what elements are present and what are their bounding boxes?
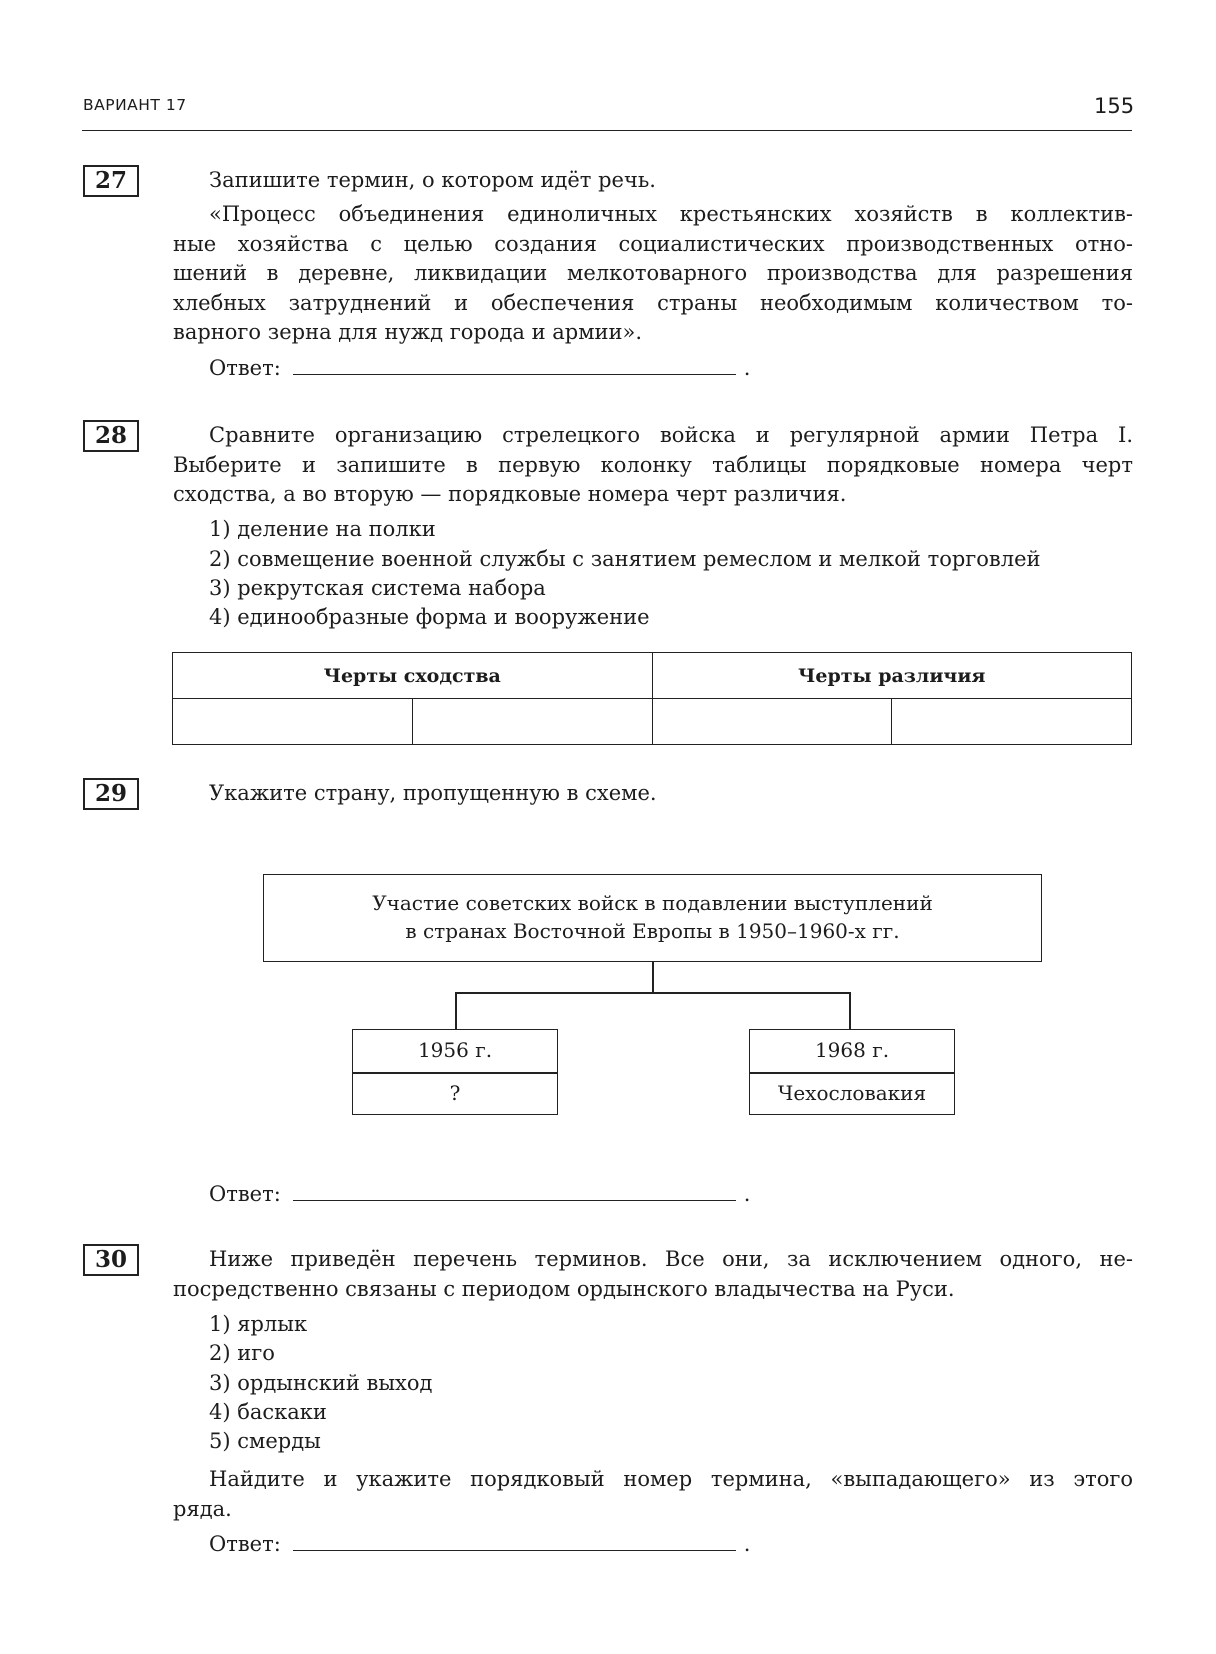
q30-prompt	[173, 1245, 1133, 1304]
q30-prompt-line: Ниже приведён перечень терминов. Все они, за исключением одного, не-	[209, 1247, 1133, 1271]
q30-task-line: Найдите и укажите порядковый номер термина, «выпадающего» из этого	[209, 1467, 1133, 1491]
q27-answer-field[interactable]	[293, 354, 736, 375]
q30-prompt-line: посредственно связаны с периодом ордынского владычества на Руси.	[173, 1276, 955, 1301]
scheme-connector-left	[455, 992, 457, 1029]
q28-prompt-line: сходства, а во вторую — порядковые номера черт различия.	[173, 482, 847, 506]
scheme-right-year: 1968 г.	[749, 1029, 955, 1074]
q27-prompt: Запишите термин, о котором идёт речь.	[209, 168, 656, 192]
difference-cell-2[interactable]	[892, 699, 1132, 745]
answer-dot: .	[743, 1532, 751, 1556]
answer-dot: .	[743, 356, 751, 380]
scheme-right-country: Чехословакия	[749, 1072, 955, 1115]
question-number-29: 29	[83, 778, 139, 810]
q28-prompt-line: Сравните организацию стрелецкого войска и регулярной армии Петра I.	[209, 423, 1133, 447]
scheme-connector-vertical	[652, 962, 654, 993]
scheme-title-line: в странах Восточной Европы в 1950–1960-х гг.	[405, 919, 900, 943]
q28-item: 2) совмещение военной службы с занятием ремеслом и мелкой торговлей	[209, 547, 1041, 571]
similarity-cell-2[interactable]	[412, 699, 652, 745]
q29-prompt: Укажите страну, пропущенную в схеме.	[209, 781, 657, 805]
scheme-left-year: 1956 г.	[352, 1029, 558, 1074]
q30-answer	[209, 1530, 750, 1559]
q28-item: 1) деление на полки	[209, 517, 436, 541]
running-head-variant: ВАРИАНТ 17	[83, 96, 187, 114]
difference-cell-1[interactable]	[652, 699, 892, 745]
q30-item: 4) баскаки	[209, 1400, 327, 1424]
answer-dot: .	[743, 1182, 751, 1206]
q30-item: 3) ордынский выход	[209, 1371, 433, 1395]
question-number-30: 30	[83, 1244, 139, 1276]
q27-quote	[173, 200, 1133, 348]
q27-quote-line: варного зерна для нужд города и армии».	[173, 320, 643, 344]
question-number-27: 27	[83, 165, 139, 197]
scheme-connector-right	[849, 992, 851, 1029]
similarity-cell-1[interactable]	[173, 699, 413, 745]
q30-task	[173, 1465, 1133, 1524]
answer-label: Ответ:	[209, 1532, 281, 1556]
scheme-title-box	[263, 874, 1042, 962]
q28-prompt	[173, 421, 1133, 510]
scheme-title-line: Участие советских войск в подавлении выступлений	[372, 891, 933, 915]
q28-item: 4) единообразные форма и вооружение	[209, 605, 650, 629]
q30-item: 1) ярлык	[209, 1312, 308, 1336]
question-number-28: 28	[83, 420, 139, 452]
answer-label: Ответ:	[209, 356, 281, 380]
q28-prompt-line: Выберите и запишите в первую колонку таблицы порядковые номера черт	[173, 452, 1133, 477]
q27-quote-line: «Процесс объединения единоличных крестьянских хозяйств в коллектив-	[209, 202, 1133, 226]
table-header-similarities: Черты сходства	[173, 653, 653, 699]
q27-quote-line: шений в деревне, ликвидации мелкотоварного производства для разрешения	[173, 261, 1133, 285]
q27-answer	[209, 354, 750, 383]
scheme-left-country[interactable]: ?	[352, 1072, 558, 1115]
q28-answer-table	[172, 652, 1132, 745]
q30-item: 2) иго	[209, 1341, 275, 1365]
scheme-connector-horizontal	[455, 992, 850, 994]
q29-answer-field[interactable]	[293, 1180, 736, 1201]
q29-answer	[209, 1180, 750, 1209]
answer-label: Ответ:	[209, 1182, 281, 1206]
q27-quote-line: хлебных затруднений и обеспечения страны необходимым количеством то-	[173, 290, 1133, 315]
q30-answer-field[interactable]	[293, 1530, 736, 1551]
page-number: 155	[1094, 94, 1135, 118]
table-header-differences: Черты различия	[652, 653, 1132, 699]
q30-task-line: ряда.	[173, 1496, 232, 1521]
q27-quote-line: ные хозяйства с целью создания социалистических производственных отно-	[173, 231, 1133, 256]
q28-item: 3) рекрутская система набора	[209, 576, 546, 600]
header-rule	[82, 130, 1132, 131]
q30-item: 5) смерды	[209, 1429, 321, 1453]
